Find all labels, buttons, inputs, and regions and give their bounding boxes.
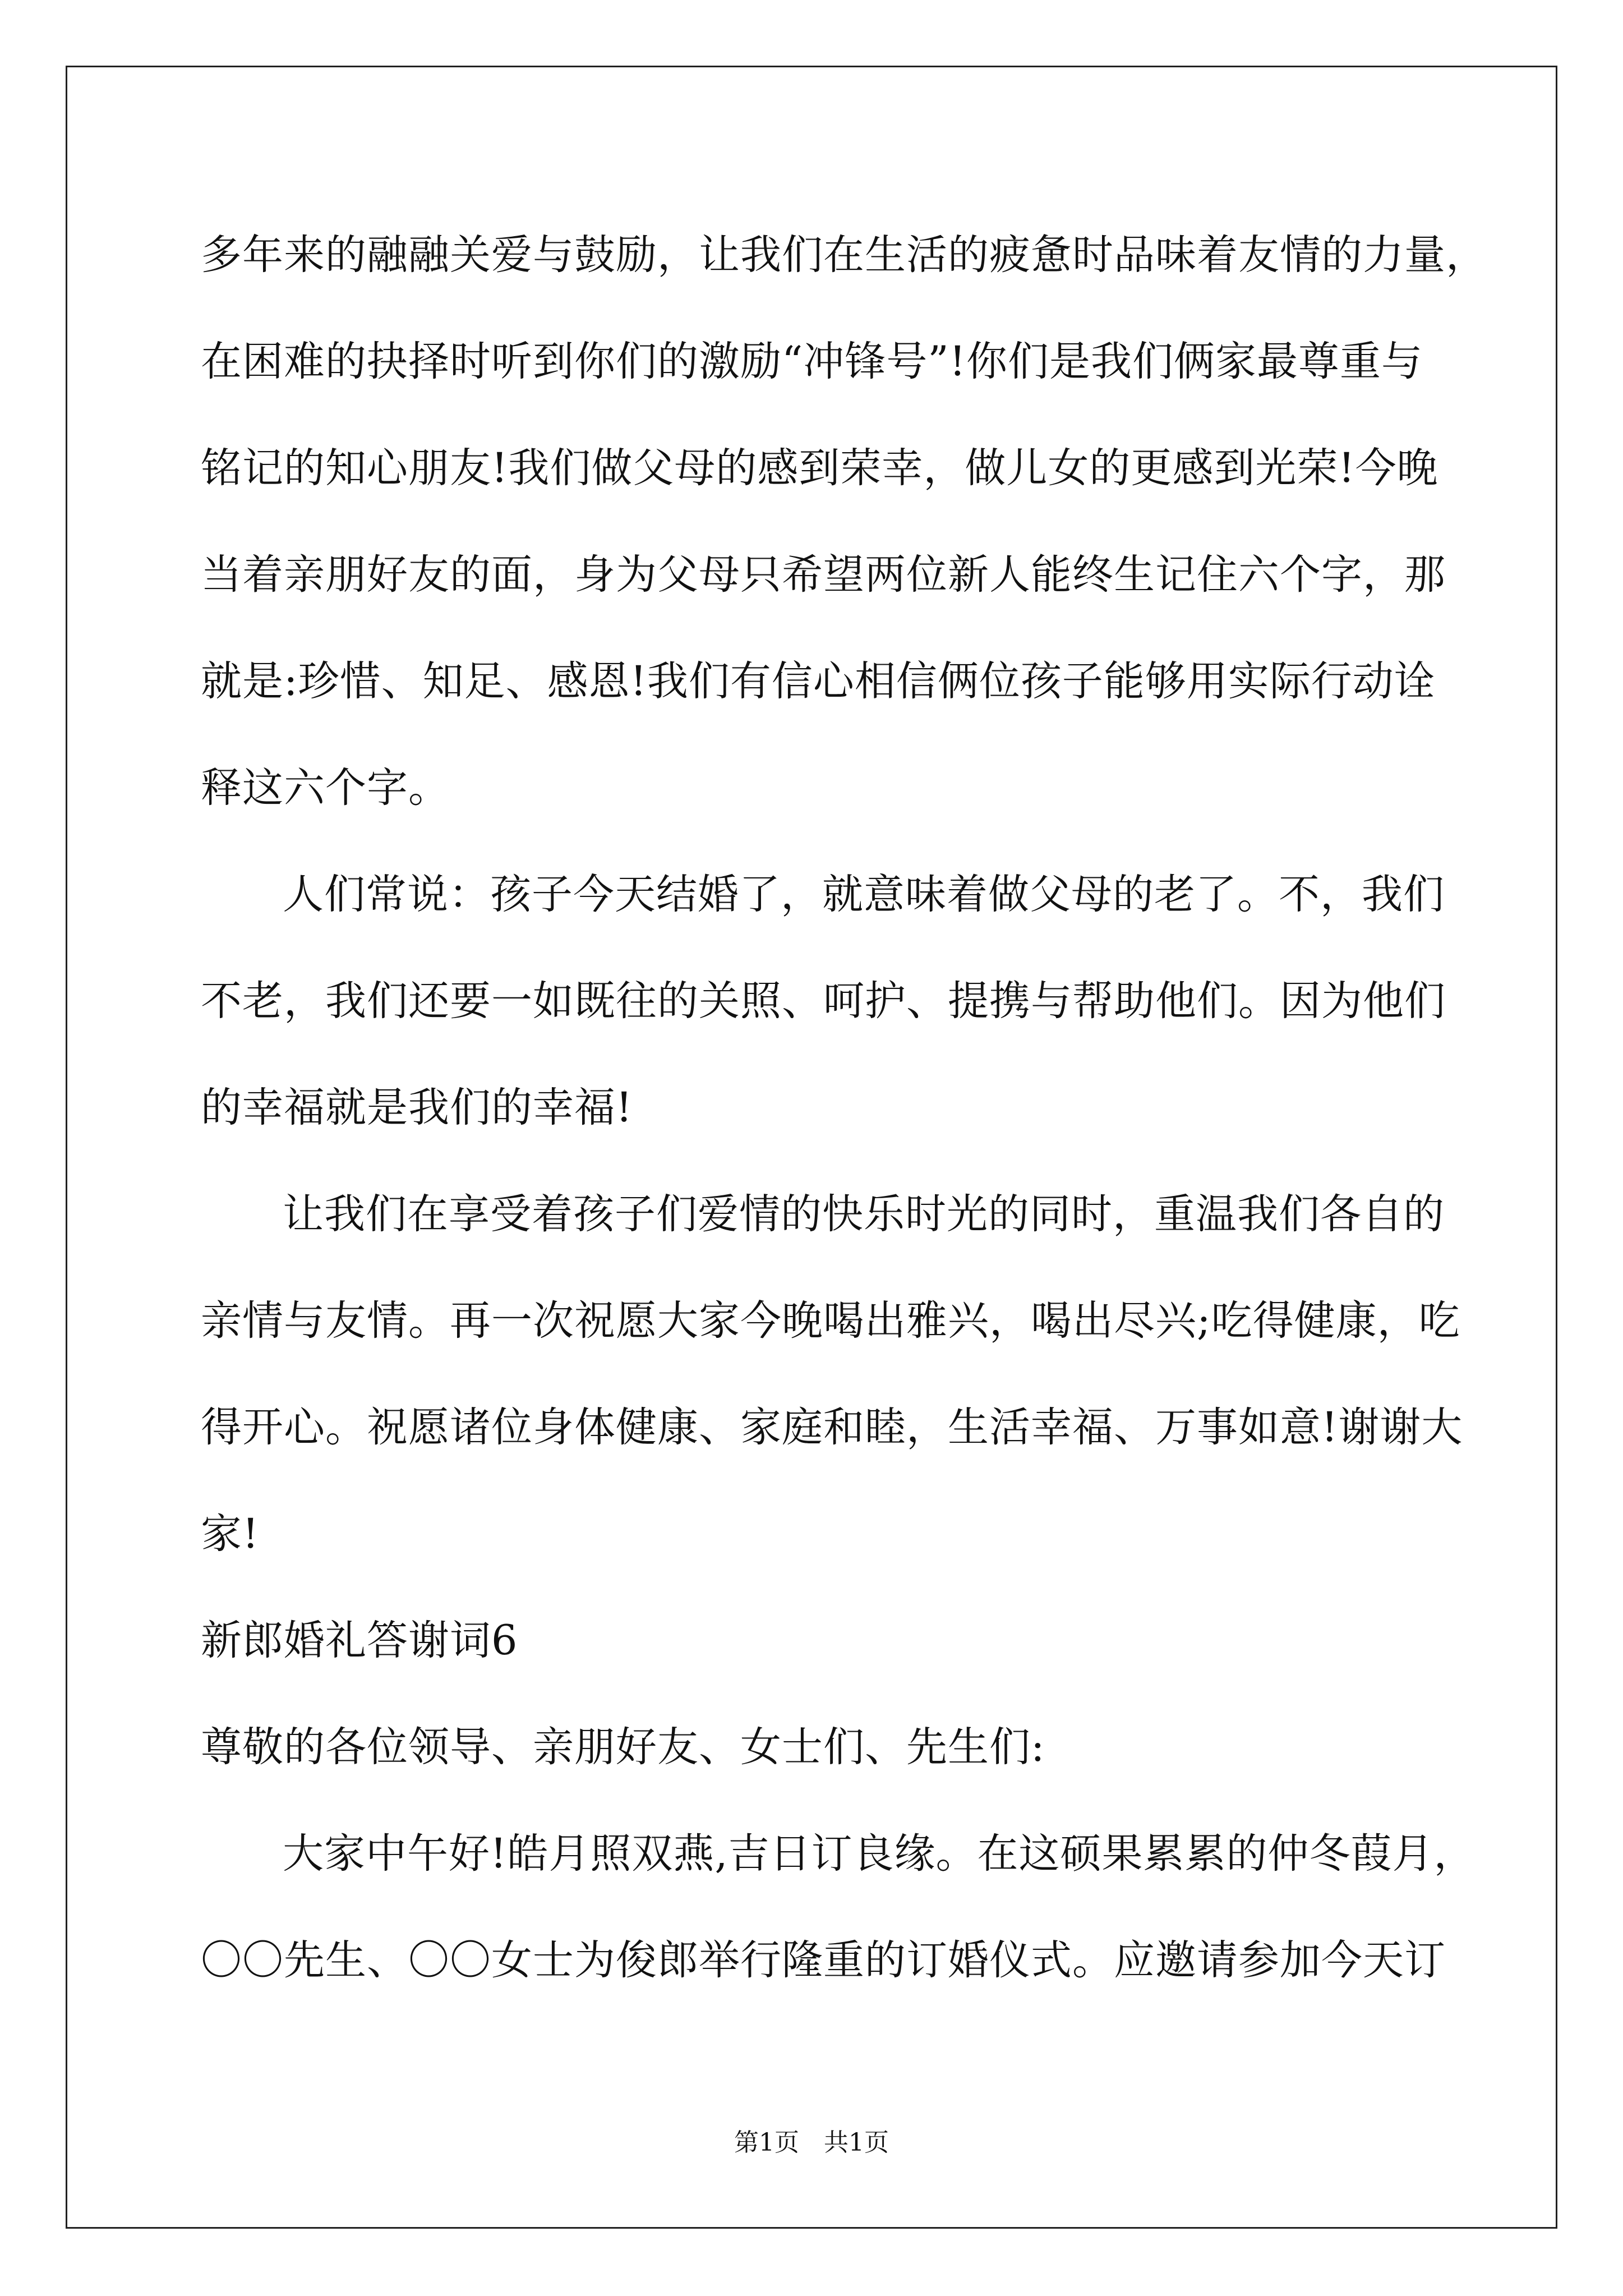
text-line: 在困难的抉择时听到你们的激励“冲锋号”!你们是我们俩家最尊重与 [201,338,1423,385]
text-line: 亲情与友情。再一次祝愿大家今晚喝出雅兴，喝出尽兴;吃得健康，吃 [201,1297,1460,1345]
text-line: 让我们在享受着孩子们爱情的快乐时光的同时，重温我们各自的 [283,1190,1445,1238]
text-line: 大家中午好!皓月照双燕,吉日订良缘。在这硕果累累的仲冬葭月， [283,1830,1476,1878]
text-line: 就是:珍惜、知足、感恩!我们有信心相信俩位孩子能够用实际行动诠 [201,657,1436,705]
text-line: 当着亲朋好友的面，身为父母只希望两位新人能终生记住六个字，那 [201,551,1446,599]
text-line: 〇〇先生、〇〇女士为俊郎举行隆重的订婚仪式。应邀请参加今天订 [201,1936,1446,1984]
text-line: 家! [201,1510,260,1558]
text-line: 的幸福就是我们的幸福! [201,1084,633,1131]
page-number-footer: 第1页 共1页 [734,2128,889,2157]
text-line: 得开心。祝愿诸位身体健康、家庭和睦，生活幸福、万事如意!谢谢大 [201,1404,1463,1451]
section-heading: 新郎婚礼答谢词6 [201,1617,518,1664]
document-body [201,202,1487,2014]
text-line: 铭记的知心朋友!我们做父母的感到荣幸，做儿女的更感到光荣!今晚 [201,444,1438,492]
text-line: 人们常说：孩子今天结婚了，就意味着做父母的老了。不，我们 [283,871,1445,918]
salutation: 尊敬的各位领导、亲朋好友、女士们、先生们: [201,1723,1045,1771]
text-line: 不老，我们还要一如既往的关照、呵护、提携与帮助他们。因为他们 [201,977,1446,1025]
text-line: 多年来的融融关爱与鼓励，让我们在生活的疲惫时品味着友情的力量， [201,231,1487,279]
text-line: 释这六个字。 [201,764,450,812]
